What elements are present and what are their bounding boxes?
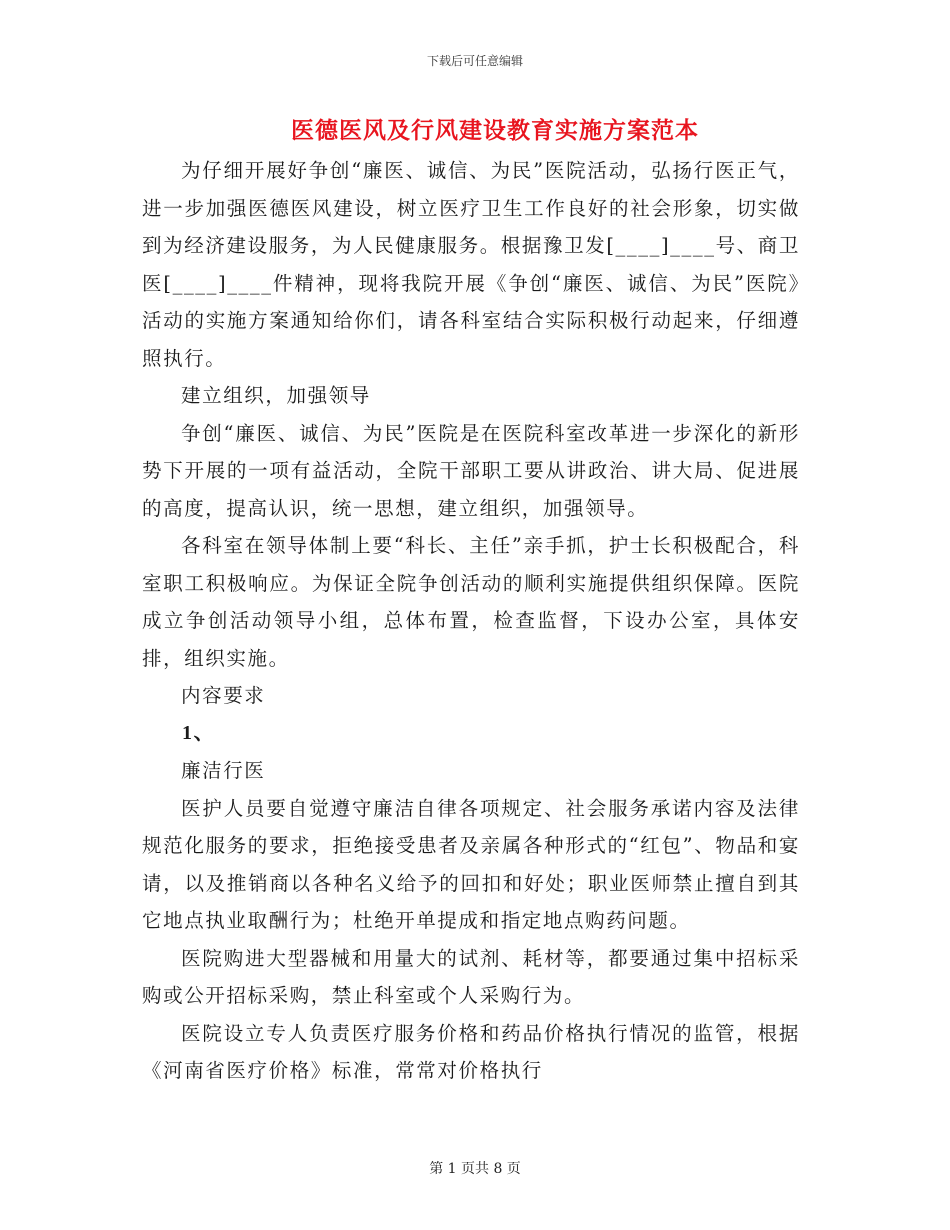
item-number: 1、 <box>182 721 216 744</box>
paragraph-leadership: 各科室在领导体制上要“科长、主任”亲手抓，护士长积极配合，科室职工积极响应。为保证全院争创活动的顺利实施提供组织保障。医院成立争创活动领导小组，总体布置，检查监督，下设办公室，具体安排，组织实施。 <box>142 534 800 670</box>
paragraph-intro: 为仔细开展好争创“廉医、诚信、为民”医院活动，弘扬行医正气，进一步加强医德医风建设，树立医疗卫生工作良好的社会形象，切实做到为经济建设服务，为人民健康服务。根据豫卫发[____]____号、商卫医[____]____件精神，现将我院开展《争创“廉医、诚信、为民”医院》活动的实施方案通知给你们，请各科室结合实际积极行动起来，仔细遵照执行。 <box>142 159 800 370</box>
document-title: 医德医风及行风建设教育实施方案范本 <box>291 117 699 144</box>
page-footer: 第 1 页共 8 页 <box>429 1161 521 1177</box>
paragraph-pricing: 医院设立专人负责医疗服务价格和药品价格执行情况的监管，根据《河南省医疗价格》标准，常常对价格执行 <box>142 1021 800 1082</box>
document-body <box>142 152 800 1090</box>
section-heading-requirements: 内容要求 <box>181 684 266 707</box>
section-heading-organization: 建立组织，加强领导 <box>181 384 371 407</box>
paragraph-procurement: 医院购进大型器械和用量大的试剂、耗材等，都要通过集中招标采购或公开招标采购，禁止科室或个人采购行为。 <box>142 946 800 1007</box>
paragraph-clean-practice: 医护人员要自觉遵守廉洁自律各项规定、社会服务承诺内容及法律规范化服务的要求，拒绝接受患者及亲属各种形式的“红包”、物品和宴请，以及推销商以各种名义给予的回扣和好处；职业医师禁止擅自到其它地点执业取酬行为；杜绝开单提成和指定地点购药问题。 <box>142 796 800 932</box>
paragraph-organization: 争创“廉医、诚信、为民”医院是在医院科室改革进一步深化的新形势下开展的一项有益活动，全院干部职工要从讲政治、讲大局、促进展的高度，提高认识，统一思想，建立组织，加强领导。 <box>142 421 800 520</box>
page-header-note: 下载后可任意编辑 <box>426 54 523 68</box>
subheading-clean-practice: 廉洁行医 <box>181 759 266 782</box>
